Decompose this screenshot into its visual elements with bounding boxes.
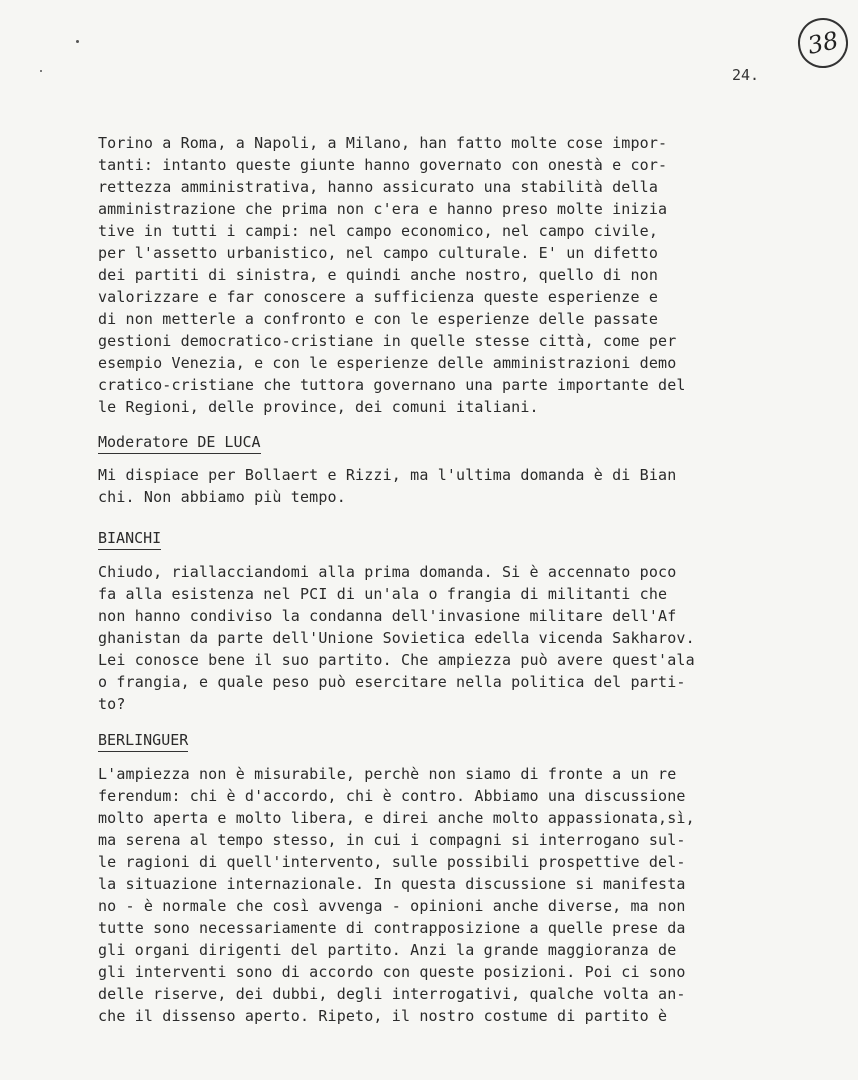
text-line: Mi dispiace per Bollaert e Rizzi, ma l'ultima domanda è di Bian: [98, 466, 677, 484]
page-stamp: 38: [793, 13, 852, 72]
text-line: ferendum: chi è d'accordo, chi è contro. Abbiamo una discussione: [98, 787, 686, 805]
text-line: o frangia, e quale peso può esercitare nella politica del parti-: [98, 673, 686, 691]
text-line: ma serena al tempo stesso, in cui i compagni si interrogano sul-: [98, 831, 686, 849]
text-line: dei partiti di sinistra, e quindi anche nostro, quello di non: [98, 266, 659, 284]
text-line: Chiudo, riallacciandomi alla prima domanda. Si è accennato poco: [98, 563, 677, 581]
text-line: fa alla esistenza nel PCI di un'ala o frangia di militanti che: [98, 585, 668, 603]
text-line: tutte sono necessariamente di contrapposizione a quelle prese da: [98, 919, 686, 937]
text-line: gestioni democratico-cristiane in quelle stesse città, come per: [98, 332, 677, 350]
text-line: valorizzare e far conoscere a sufficienza queste esperienze e: [98, 288, 659, 306]
text-line: amministrazione che prima non c'era e hanno preso molte inizia: [98, 200, 668, 218]
text-line: ghanistan da parte dell'Unione Sovietica edella vicenda Sakharov.: [98, 629, 695, 647]
text-line: esempio Venezia, e con le esperienze delle amministrazioni demo: [98, 354, 677, 372]
text-line: L'ampiezza non è misurabile, perchè non siamo di fronte a un re: [98, 765, 677, 783]
text-line: non hanno condiviso la condanna dell'invasione militare dell'Af: [98, 607, 677, 625]
speaker-heading: BIANCHI: [98, 528, 161, 550]
text-line: che il dissenso aperto. Ripeto, il nostro costume di partito è: [98, 1007, 668, 1025]
speaker-heading: Moderatore DE LUCA: [98, 432, 261, 454]
text-line: gli organi dirigenti del partito. Anzi la grande maggioranza de: [98, 941, 677, 959]
text-line: tive in tutti i campi: nel campo economico, nel campo civile,: [98, 222, 659, 240]
text-line: no - è normale che così avvenga - opinioni anche diverse, ma non: [98, 897, 686, 915]
scan-speck: [76, 40, 79, 43]
text-line: Torino a Roma, a Napoli, a Milano, han fatto molte cose impor-: [98, 134, 668, 152]
text-line: per l'assetto urbanistico, nel campo culturale. E' un difetto: [98, 244, 659, 262]
text-line: molto aperta e molto libera, e direi anche molto appassionata,sì,: [98, 809, 695, 827]
text-line: la situazione internazionale. In questa discussione si manifesta: [98, 875, 686, 893]
text-line: gli interventi sono di accordo con queste posizioni. Poi ci sono: [98, 963, 686, 981]
text-line: le Regioni, delle province, dei comuni italiani.: [98, 398, 539, 416]
text-line: Lei conosce bene il suo partito. Che ampiezza può avere quest'ala: [98, 651, 695, 669]
text-line: delle riserve, dei dubbi, degli interrogativi, qualche volta an-: [98, 985, 686, 1003]
text-line: le ragioni di quell'intervento, sulle possibili prospettive del-: [98, 853, 686, 871]
page-number: 24.: [732, 66, 760, 84]
text-line: cratico-cristiane che tuttora governano una parte importante del: [98, 376, 686, 394]
text-line: tanti: intanto queste giunte hanno governato con onestà e cor-: [98, 156, 668, 174]
text-line: rettezza amministrativa, hanno assicurato una stabilità della: [98, 178, 659, 196]
text-line: chi. Non abbiamo più tempo.: [98, 488, 346, 506]
text-line: di non metterle a confronto e con le esperienze delle passate: [98, 310, 659, 328]
scan-speck: [40, 70, 42, 72]
text-line: to?: [98, 695, 126, 713]
speaker-heading: BERLINGUER: [98, 730, 188, 752]
